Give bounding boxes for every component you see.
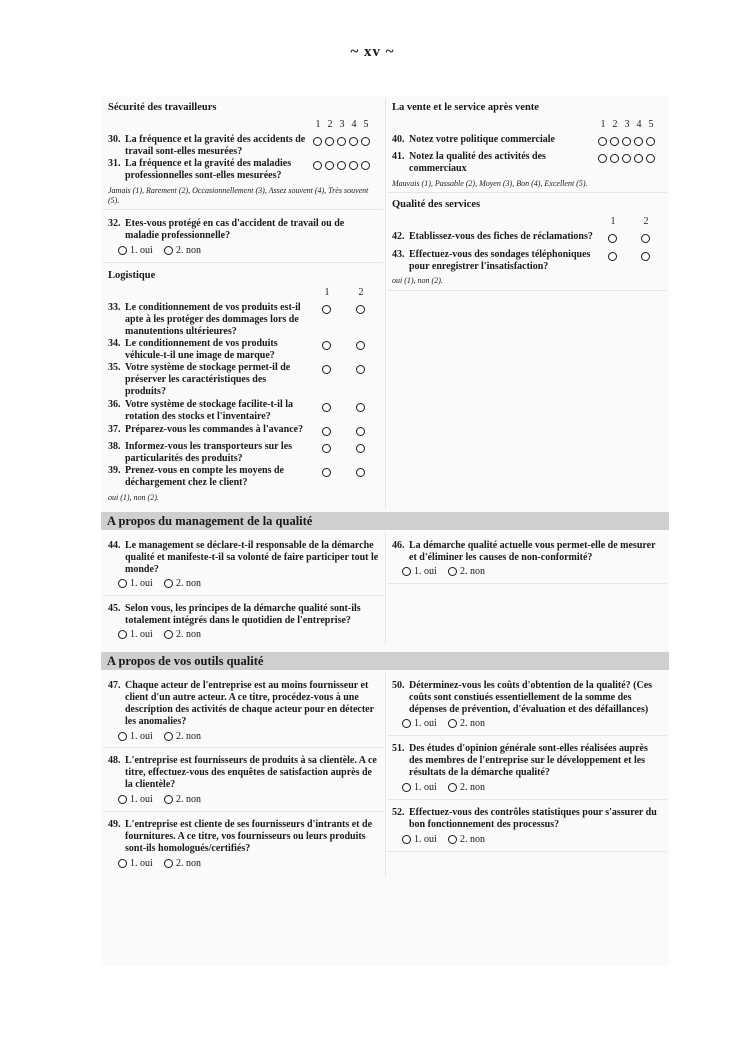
question-text: Des études d'opinion générale sont-elles réalisées auprès des membres de l'entreprise sur le développement et les résultats de la démarche qualité? bbox=[409, 743, 648, 778]
scale-label: 2 bbox=[327, 119, 333, 130]
option-label: 1. oui bbox=[414, 566, 437, 577]
option-label: 2. non bbox=[176, 858, 201, 869]
option-label: 2. non bbox=[460, 834, 485, 845]
radio-option[interactable] bbox=[356, 341, 365, 350]
divider bbox=[387, 735, 667, 736]
question-text: Votre système de stockage facilite-t-il la rotation des stocks et l'inventaire? bbox=[125, 399, 294, 422]
divider bbox=[387, 851, 667, 852]
question-number: 39. bbox=[108, 465, 121, 476]
option-label: 2. non bbox=[460, 566, 485, 577]
question-number: 43. bbox=[392, 249, 405, 260]
option-label: 1. oui bbox=[130, 731, 153, 742]
question-text: Déterminez-vous les coûts d'obtention de la qualité? (Ces coûts sont constiués essentiellement de la somme des dépenses de prévention, d'évaluation et des défaillances) bbox=[409, 680, 653, 715]
question-text: L'entreprise est cliente de ses fournisseurs d'intrants et de fournitures. A ce titre, vos fournisseurs ou leurs produits sont-ils homologués/certifiés? bbox=[125, 819, 373, 854]
radio-non[interactable] bbox=[448, 835, 457, 844]
radio-non[interactable] bbox=[164, 630, 173, 639]
radio-non[interactable] bbox=[448, 783, 457, 792]
radio-option[interactable] bbox=[356, 427, 365, 436]
question-45 bbox=[108, 603, 380, 627]
radio-option[interactable] bbox=[646, 137, 655, 146]
question-38 bbox=[108, 441, 306, 465]
radio-non[interactable] bbox=[164, 732, 173, 741]
question-33 bbox=[108, 302, 306, 338]
question-number: 40. bbox=[392, 134, 405, 145]
radio-option[interactable] bbox=[325, 137, 334, 146]
question-number: 46. bbox=[392, 540, 405, 551]
option-label: 2. non bbox=[176, 629, 201, 640]
radio-oui[interactable] bbox=[402, 567, 411, 576]
radio-option[interactable] bbox=[356, 468, 365, 477]
scale-legend: oui (1), non (2). bbox=[108, 493, 159, 502]
radio-option[interactable] bbox=[361, 161, 370, 170]
question-number: 45. bbox=[108, 603, 121, 614]
question-number: 42. bbox=[392, 231, 405, 242]
option-label: 1. oui bbox=[130, 578, 153, 589]
radio-non[interactable] bbox=[448, 719, 457, 728]
option-label: 2. non bbox=[460, 782, 485, 793]
scale-label: 5 bbox=[648, 119, 654, 130]
divider bbox=[387, 192, 667, 193]
option-label: 1. oui bbox=[130, 245, 153, 256]
radio-option[interactable] bbox=[356, 403, 365, 412]
option-label: 2. non bbox=[176, 245, 201, 256]
radio-option[interactable] bbox=[322, 305, 331, 314]
scale-label: 4 bbox=[351, 119, 357, 130]
question-31 bbox=[108, 158, 308, 182]
question-52 bbox=[392, 807, 667, 831]
scale-label: 1 bbox=[315, 119, 321, 130]
divider bbox=[387, 799, 667, 800]
radio-option[interactable] bbox=[361, 137, 370, 146]
scale-legend: Mauvais (1), Passable (2), Moyen (3), Bon (4), Excellent (5). bbox=[392, 179, 588, 188]
radio-option[interactable] bbox=[610, 154, 619, 163]
section-title-vente: La vente et le service après vente bbox=[392, 102, 539, 113]
question-text: La démarche qualité actuelle vous permet-elle de mesurer et d'éliminer les causes de non-conformité? bbox=[409, 540, 656, 563]
radio-option[interactable] bbox=[646, 154, 655, 163]
divider bbox=[103, 595, 383, 596]
question-number: 41. bbox=[392, 151, 405, 162]
question-text: Notez votre politique commerciale bbox=[409, 134, 555, 145]
question-text: Notez la qualité des activités des commerciaux bbox=[409, 151, 546, 174]
scale-legend: oui (1), non (2). bbox=[392, 276, 443, 285]
question-39 bbox=[108, 465, 306, 489]
column-divider bbox=[385, 532, 386, 644]
radio-option[interactable] bbox=[325, 161, 334, 170]
question-number: 37. bbox=[108, 424, 121, 435]
section-band-outils: A propos de vos outils qualité bbox=[101, 652, 669, 670]
radio-non[interactable] bbox=[448, 567, 457, 576]
question-number: 51. bbox=[392, 743, 405, 754]
option-label: 2. non bbox=[176, 794, 201, 805]
question-text: Etes-vous protégé en cas d'accident de travail ou de maladie professionnelle? bbox=[125, 218, 345, 241]
option-label: 1. oui bbox=[130, 858, 153, 869]
question-30 bbox=[108, 134, 308, 158]
question-number: 38. bbox=[108, 441, 121, 452]
radio-option[interactable] bbox=[610, 137, 619, 146]
scale-label: 2 bbox=[358, 287, 364, 298]
radio-option[interactable] bbox=[313, 161, 322, 170]
question-50 bbox=[392, 680, 664, 716]
scale-label: 3 bbox=[624, 119, 630, 130]
question-number: 52. bbox=[392, 807, 405, 818]
scale-label: 1 bbox=[610, 216, 616, 227]
question-text: Informez-vous les transporteurs sur les particularités des produits? bbox=[125, 441, 293, 464]
question-41 bbox=[392, 151, 567, 175]
radio-oui[interactable] bbox=[402, 783, 411, 792]
option-label: 1. oui bbox=[414, 782, 437, 793]
radio-option[interactable] bbox=[313, 137, 322, 146]
radio-option[interactable] bbox=[608, 234, 617, 243]
scale-label: 5 bbox=[363, 119, 369, 130]
radio-option[interactable] bbox=[322, 403, 331, 412]
question-number: 48. bbox=[108, 755, 121, 766]
divider bbox=[103, 747, 383, 748]
radio-oui[interactable] bbox=[118, 732, 127, 741]
option-label: 1. oui bbox=[130, 794, 153, 805]
question-number: 35. bbox=[108, 362, 121, 373]
radio-oui[interactable] bbox=[402, 719, 411, 728]
question-text: Le conditionnement de vos produits véhicule-t-il une image de marque? bbox=[125, 338, 278, 361]
radio-oui[interactable] bbox=[118, 795, 127, 804]
divider bbox=[103, 262, 383, 263]
question-number: 47. bbox=[108, 680, 121, 691]
radio-option[interactable] bbox=[598, 154, 607, 163]
question-37 bbox=[108, 424, 318, 436]
divider bbox=[103, 209, 383, 210]
question-text: Préparez-vous les commandes à l'avance? bbox=[125, 424, 304, 435]
radio-option[interactable] bbox=[322, 427, 331, 436]
divider bbox=[387, 583, 667, 584]
scale-label: 2 bbox=[643, 216, 649, 227]
question-number: 33. bbox=[108, 302, 121, 313]
question-text: Chaque acteur de l'entreprise est au moins fournisseur et client d'un autre acteur. A ce titre, procédez-vous à une description des activités de chaque acteur pour en détecter les anomalies? bbox=[125, 680, 374, 727]
question-40 bbox=[392, 134, 597, 146]
question-text: L'entreprise est fournisseurs de produits à sa clientèle. A ce titre, effectuez-vous des enquêtes de satisfaction auprès de la clientèle? bbox=[125, 755, 377, 790]
radio-option[interactable] bbox=[322, 468, 331, 477]
radio-option[interactable] bbox=[349, 137, 358, 146]
question-number: 34. bbox=[108, 338, 121, 349]
radio-option[interactable] bbox=[634, 154, 643, 163]
question-number: 36. bbox=[108, 399, 121, 410]
radio-oui[interactable] bbox=[118, 579, 127, 588]
radio-oui[interactable] bbox=[118, 630, 127, 639]
question-text: Selon vous, les principes de la démarche qualité sont-ils totalement intégrés dans le quotidien de l'entreprise? bbox=[125, 603, 361, 626]
option-label: 2. non bbox=[176, 578, 201, 589]
radio-oui[interactable] bbox=[402, 835, 411, 844]
question-43 bbox=[392, 249, 597, 273]
question-number: 30. bbox=[108, 134, 121, 145]
radio-option[interactable] bbox=[356, 365, 365, 374]
option-label: 1. oui bbox=[414, 718, 437, 729]
scale-label: 1 bbox=[600, 119, 606, 130]
scale-label: 3 bbox=[339, 119, 345, 130]
radio-non[interactable] bbox=[164, 579, 173, 588]
radio-option[interactable] bbox=[322, 341, 331, 350]
question-text: Prenez-vous en compte les moyens de déchargement chez le client? bbox=[125, 465, 284, 488]
section-band-management: A propos du management de la qualité bbox=[101, 512, 669, 530]
option-label: 2. non bbox=[460, 718, 485, 729]
scale-legend: Jamais (1), Rarement (2), Occasionnellement (3), Assez souvent (4), Très souvent (5). bbox=[108, 186, 369, 205]
question-text: La fréquence et la gravité des accidents de travail sont-elles mesurées? bbox=[125, 134, 306, 157]
radio-option[interactable] bbox=[641, 252, 650, 261]
divider bbox=[387, 290, 667, 291]
question-text: Votre système de stockage permet-il de préserver les caractéristiques des produits? bbox=[125, 362, 291, 397]
question-34 bbox=[108, 338, 306, 362]
question-text: La fréquence et la gravité des maladies professionnelles sont-elles mesurées? bbox=[125, 158, 292, 181]
scale-label: 1 bbox=[324, 287, 330, 298]
radio-oui[interactable] bbox=[118, 859, 127, 868]
radio-option[interactable] bbox=[598, 137, 607, 146]
question-47 bbox=[108, 680, 380, 728]
question-number: 50. bbox=[392, 680, 405, 691]
radio-oui[interactable] bbox=[118, 246, 127, 255]
radio-option[interactable] bbox=[622, 137, 631, 146]
question-number: 31. bbox=[108, 158, 121, 169]
question-number: 32. bbox=[108, 218, 121, 229]
radio-non[interactable] bbox=[164, 246, 173, 255]
option-label: 2. non bbox=[176, 731, 201, 742]
radio-option[interactable] bbox=[356, 444, 365, 453]
question-number: 44. bbox=[108, 540, 121, 551]
question-text: Effectuez-vous des sondages téléphoniques pour enregistrer l'insatisfaction? bbox=[409, 249, 591, 272]
radio-option[interactable] bbox=[608, 252, 617, 261]
divider bbox=[103, 811, 383, 812]
page-number: ~ xv ~ bbox=[350, 44, 395, 60]
question-49 bbox=[108, 819, 380, 855]
radio-option[interactable] bbox=[322, 444, 331, 453]
section-title-securite: Sécurité des travailleurs bbox=[108, 102, 217, 113]
question-text: Le conditionnement de vos produits est-il apte à les protéger des dommages lors de manutentions ultérieures? bbox=[125, 302, 301, 337]
option-label: 1. oui bbox=[130, 629, 153, 640]
column-divider bbox=[385, 98, 386, 509]
question-32 bbox=[108, 218, 380, 242]
radio-non[interactable] bbox=[164, 859, 173, 868]
radio-option[interactable] bbox=[356, 305, 365, 314]
radio-option[interactable] bbox=[349, 161, 358, 170]
question-36 bbox=[108, 399, 306, 423]
question-44 bbox=[108, 540, 380, 576]
radio-option[interactable] bbox=[641, 234, 650, 243]
section-title-logistique: Logistique bbox=[108, 270, 156, 281]
radio-option[interactable] bbox=[634, 137, 643, 146]
option-label: 1. oui bbox=[414, 834, 437, 845]
question-46 bbox=[392, 540, 664, 564]
radio-option[interactable] bbox=[337, 137, 346, 146]
column-divider bbox=[385, 672, 386, 877]
question-number: 49. bbox=[108, 819, 121, 830]
radio-option[interactable] bbox=[337, 161, 346, 170]
question-text: Etablissez-vous des fiches de réclamations? bbox=[409, 231, 593, 242]
question-42 bbox=[392, 231, 604, 243]
question-35 bbox=[108, 362, 306, 398]
radio-option[interactable] bbox=[322, 365, 331, 374]
question-48 bbox=[108, 755, 380, 791]
section-title-services: Qualité des services bbox=[392, 199, 481, 210]
scale-label: 4 bbox=[636, 119, 642, 130]
radio-non[interactable] bbox=[164, 795, 173, 804]
question-text: Le management se déclare-t-il responsable de la démarche qualité et manifeste-t-il sa volonté de faire participer tout le monde? bbox=[125, 540, 379, 575]
radio-option[interactable] bbox=[622, 154, 631, 163]
question-51 bbox=[392, 743, 664, 779]
question-text: Effectuez-vous des contrôles statistiques pour s'assurer du bon fonctionnement des processus? bbox=[409, 807, 657, 830]
scale-label: 2 bbox=[612, 119, 618, 130]
